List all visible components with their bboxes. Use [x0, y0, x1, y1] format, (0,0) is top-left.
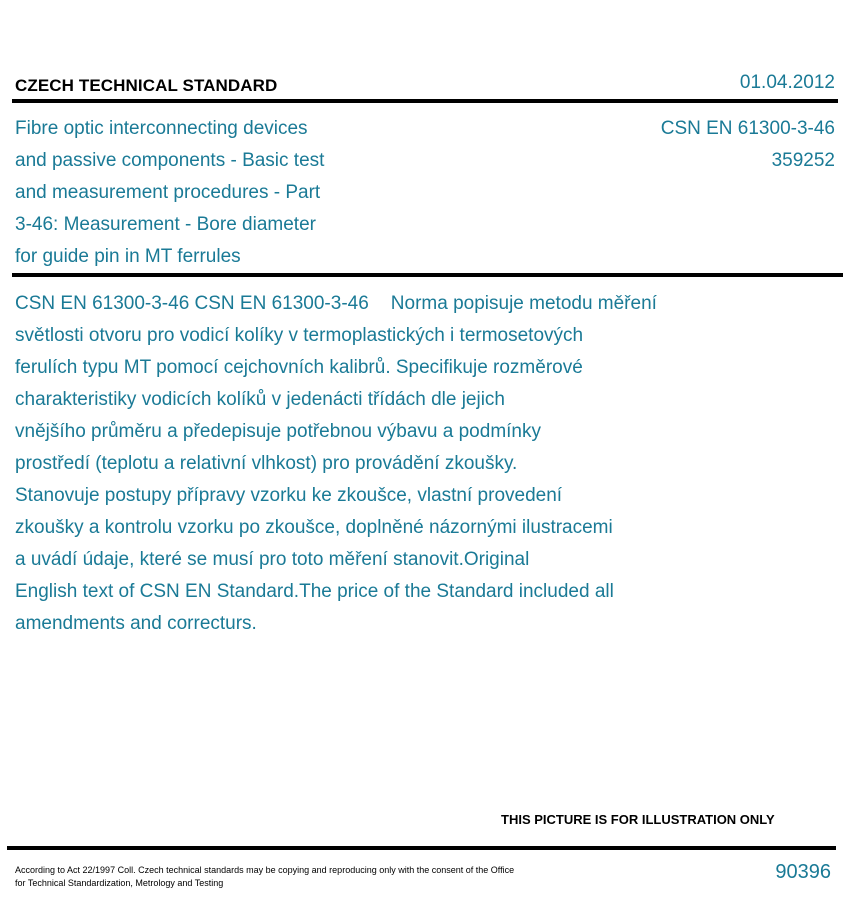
description-line: charakteristiky vodicích kolíků v jedenácti třídách dle jejich — [15, 389, 506, 410]
footer-divider — [7, 846, 836, 850]
header-divider — [12, 99, 838, 103]
publication-date: 01.04.2012 — [739, 72, 835, 93]
standard-title-line: and passive components - Basic test — [15, 150, 325, 171]
legal-notice-line: for Technical Standardization, Metrology and Testing — [15, 878, 224, 888]
description-line: prostředí (teplotu a relativní vlhkost) pro provádění zkoušky. — [15, 453, 518, 474]
description-line: Stanovuje postupy přípravy vzorku ke zkoušce, vlastní provedení — [15, 485, 563, 506]
description-line: amendments and correcturs. — [15, 613, 257, 634]
legal-notice — [15, 864, 615, 890]
document-number: 90396 — [775, 861, 831, 883]
description-line: vnějšího průměru a předepisuje potřebnou výbavu a podmínky — [15, 421, 541, 442]
title-divider — [12, 273, 843, 277]
document-type-heading: CZECH TECHNICAL STANDARD — [15, 76, 278, 95]
standard-title-line: for guide pin in MT ferrules — [15, 246, 241, 267]
standard-title-line: Fibre optic interconnecting devices — [15, 118, 308, 139]
standard-title — [15, 113, 395, 273]
standard-description — [15, 288, 755, 640]
class-number: 359252 — [771, 150, 835, 171]
standard-title-line: 3-46: Measurement - Bore diameter — [15, 214, 316, 235]
illustration-disclaimer: THIS PICTURE IS FOR ILLUSTRATION ONLY — [501, 812, 775, 827]
standard-identifiers — [661, 113, 835, 177]
description-lead: CSN EN 61300-3-46 CSN EN 61300-3-46 — [15, 293, 369, 314]
description-line: a uvádí údaje, které se musí pro toto měření stanovit.Original — [15, 549, 530, 570]
standard-code: CSN EN 61300-3-46 — [660, 118, 835, 139]
standard-title-line: and measurement procedures - Part — [15, 182, 321, 203]
description-line: English text of CSN EN Standard.The price of the Standard included all — [15, 581, 614, 602]
description-line: světlosti otvoru pro vodicí kolíky v termoplastických i termosetových — [15, 325, 584, 346]
description-line: Norma popisuje metodu měření — [390, 293, 657, 314]
description-line: zkoušky a kontrolu vzorku po zkoušce, doplněné názornými ilustracemi — [15, 517, 613, 538]
description-first-line — [15, 288, 755, 320]
description-line: ferulích typu MT pomocí cejchovních kalibrů. Specifikuje rozměrové — [15, 357, 583, 378]
legal-notice-line: According to Act 22/1997 Coll. Czech technical standards may be copying and reproducing only with the consent of the Office — [15, 865, 515, 875]
